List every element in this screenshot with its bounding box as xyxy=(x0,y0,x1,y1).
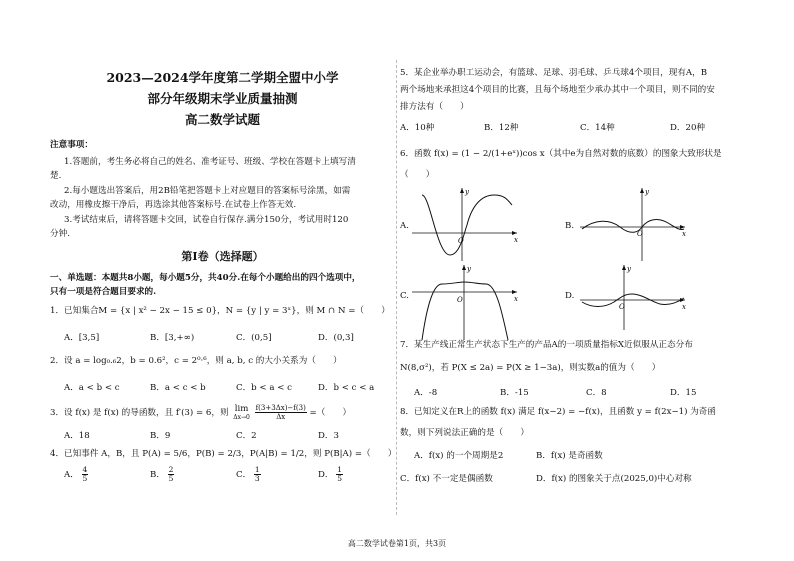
q8-line-1: 8．已知定义在R上的函数 f(x) 满足 f(x−2) = −f(x)，且函数 y = f(2x−1) 为奇函 xyxy=(400,407,716,417)
q5-line-2: 两个场地来承担这4个项目的比赛，且每个场地至少承办其中一个项目，则不同的安 xyxy=(400,85,715,95)
q7-option-c: C．8 xyxy=(586,388,607,398)
q2-stem: 2．设 a = log₀.₆2，b = 0.6²，c = 2⁰·⁶，则 a, b, c 的大小关系为（ ） xyxy=(50,356,342,366)
q7-line-2: N(8,σ²)，若 P(X ≤ 2a) = P(X ≥ 1−3a)，则实数a的值为（ ） xyxy=(400,363,661,373)
q3-option-d: D．3 xyxy=(318,431,339,441)
notice-line-4: 改动，用橡皮擦干净后，再选涂其他答案标号.在试卷上作答无效. xyxy=(50,200,297,210)
page-footer: 高二数学试卷第1页，共3页 xyxy=(347,539,447,548)
q8-option-b: B．f(x) 是奇函数 xyxy=(536,451,603,461)
q1-option-b: B．[3,+∞) xyxy=(150,333,195,343)
q1-option-d: D．(0,3] xyxy=(318,333,354,343)
q5-line-1: 5．某企业举办职工运动会，有篮球、足球、羽毛球、乒乓球4个项目，现有A，B xyxy=(400,68,708,78)
svg-text:y: y xyxy=(465,188,469,196)
q8-line-2: 数，则下列说法正确的是（ ） xyxy=(400,428,529,438)
q6-graph-d xyxy=(580,262,690,332)
svg-text:x: x xyxy=(514,236,518,244)
q3-stem-pre: 3．设 f(x) 是 f(x) 的导函数，且 f′(3) = 6，则 xyxy=(50,408,229,418)
title-line-2: 部分年级期末学业质量抽测 xyxy=(147,91,298,106)
q6-option-c-label: C. xyxy=(400,291,410,301)
q5-line-3: 排方法有（ ） xyxy=(400,102,469,112)
notice-line-5: 3.考试结束后，请将答题卡交回，试卷自行保存.满分150分，考试用时120 xyxy=(64,215,349,225)
svg-text:O: O xyxy=(457,296,463,304)
q7-line-1: 7．某生产线正常生产状态下生产的产品A的一项质量指标X近似服从正态分布 xyxy=(400,340,693,350)
svg-text:O: O xyxy=(637,230,643,238)
q8-option-a: A．f(x) 的一个周期是2 xyxy=(414,451,504,461)
q6-graph-a xyxy=(412,185,522,263)
q5-option-c: C．14种 xyxy=(580,123,615,133)
q4-option-a: A． $\frac{4}{5}$ xyxy=(64,465,88,483)
notice-line-6: 分钟. xyxy=(50,229,70,239)
q5-option-d: D．20种 xyxy=(670,123,706,133)
q3-option-b: B．9 xyxy=(150,431,171,441)
q2-option-a: A．a < b < c xyxy=(64,383,120,393)
column-divider xyxy=(396,60,397,515)
title-line-1: 2023—2024学年度第二学期全盟中小学 xyxy=(106,70,339,85)
q3-limit: lim Δx→0 xyxy=(233,403,250,421)
mc-intro-1: 一、单选题：本题共8小题，每小题5分，共40分.在每个小题给出的四个选项中， xyxy=(50,273,361,283)
q7-option-d: D．15 xyxy=(670,388,697,398)
svg-text:x: x xyxy=(682,230,686,238)
q1-stem: 1．已知集合M = {x | x² − 2x − 15 ≤ 0}，N = {y | y = 3ˣ}，则 M ∩ N =（ ） xyxy=(50,306,390,316)
q6-option-a-label: A. xyxy=(400,221,409,231)
q6-option-b-label: B. xyxy=(565,221,575,231)
q3-limit-fraction: $\frac{f(3+3\Delta x)-f(3)}{\Delta x}$ xyxy=(255,404,306,421)
q8-option-c: C．f(x) 不一定是偶函数 xyxy=(400,474,493,484)
notice-heading: 注意事项： xyxy=(50,140,93,150)
q6-stem: 6．函数 f(x) = (1 − 2/(1+eˣ))cos x（其中e为自然对数的底数）的图象大致形状是 xyxy=(400,149,722,159)
q5-option-a: A．10种 xyxy=(400,123,435,133)
q4-option-d: D． $\frac{1}{5}$ xyxy=(318,465,342,483)
q1-option-a: A．[3,5] xyxy=(64,333,100,343)
svg-text:y: y xyxy=(467,265,471,273)
q2-option-c: C．b < a < c xyxy=(236,383,292,393)
svg-text:O: O xyxy=(619,303,625,311)
svg-text:O: O xyxy=(458,237,464,245)
q3-option-c: C．2 xyxy=(236,431,257,441)
mc-intro-2: 只有一项是符合题目要求的. xyxy=(50,287,157,297)
q8-option-d: D．f(x) 的图象关于点(2025,0)中心对称 xyxy=(536,474,692,484)
q6-graph-c xyxy=(412,262,522,342)
q7-option-b: B．-15 xyxy=(500,388,529,398)
q1-option-c: C．(0,5] xyxy=(236,333,272,343)
svg-text:x: x xyxy=(514,295,518,303)
svg-text:y: y xyxy=(645,188,649,196)
q6-option-d-label: D. xyxy=(565,291,575,301)
q4-stem: 4．已知事件 A，B，且 P(A) = 5/6，P(B) = 2/3，P(A|B) = 1/2，则 P(B|A) =（ ） xyxy=(50,449,397,459)
section-title: 第Ⅰ卷（选择题） xyxy=(181,250,264,263)
q3-stem xyxy=(50,404,351,421)
q2-option-d: D．b < c < a xyxy=(318,383,375,393)
notice-line-1: 1.答题前，考生务必将自己的姓名、准考证号、班级、学校在答题卡上填写清 xyxy=(64,157,356,167)
q2-option-b: B．a < c < b xyxy=(150,383,206,393)
svg-text:x: x xyxy=(682,303,686,311)
q6-blank: （ ） xyxy=(400,170,435,180)
q5-option-b: B．12种 xyxy=(484,123,519,133)
q3-stem-post: =（ ） xyxy=(309,408,352,418)
q4-option-c: C． $\frac{1}{3}$ xyxy=(236,465,260,483)
q3-option-a: A．18 xyxy=(64,431,90,441)
notice-line-3: 2.每小题选出答案后，用2B铅笔把答题卡上对应题目的答案标号涂黑，如需 xyxy=(64,186,351,196)
q4-option-b: B． $\frac{2}{5}$ xyxy=(150,465,174,483)
title-line-3: 高二数学试题 xyxy=(184,112,260,127)
svg-text:y: y xyxy=(627,265,631,273)
q6-graph-b xyxy=(580,185,690,263)
notice-line-2: 楚. xyxy=(50,171,62,181)
q7-option-a: A．-8 xyxy=(414,388,438,398)
